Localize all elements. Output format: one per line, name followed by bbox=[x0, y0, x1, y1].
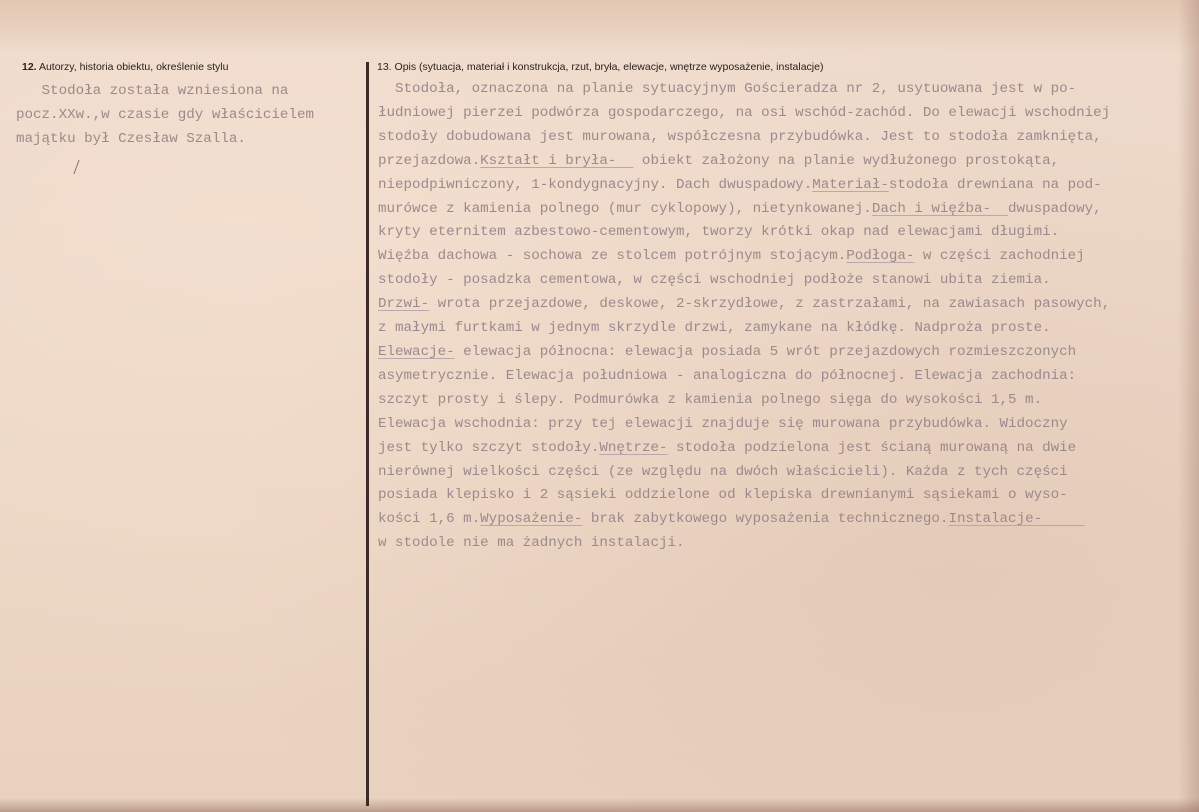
section-13-line bbox=[378, 221, 1188, 245]
line-text: w stodole nie ma żadnych instalacji. bbox=[378, 535, 685, 552]
section-12-line: Stodoła została wzniesiona na bbox=[16, 83, 289, 99]
section-13-line bbox=[378, 78, 1188, 102]
section-13-title: Opis (sytuacja, materiał i konstrukcja, rzut, bryła, elewacje, wnętrze wyposażenie, instalacje) bbox=[394, 61, 824, 73]
section-13-body bbox=[378, 78, 1188, 556]
section-13-number: 13. bbox=[377, 61, 392, 73]
section-13-line bbox=[378, 365, 1188, 389]
underlined-subheading: Wyposażenie- bbox=[480, 511, 583, 528]
line-text: przejazdowa. bbox=[378, 152, 481, 169]
line-text: elewacja północna: elewacja posiada 5 wrót przejazdowych rozmieszczonych bbox=[454, 343, 1077, 360]
section-13-line bbox=[378, 269, 1188, 293]
line-text: kości 1,6 m. bbox=[378, 511, 481, 528]
underlined-subheading: Podłoga- bbox=[846, 248, 915, 265]
line-text: stodoły - posadzka cementowa, w części wschodniej podłoże stanowi ubita ziemia. bbox=[378, 272, 1051, 289]
section-12-title: Autorzy, historia obiektu, określenie stylu bbox=[38, 61, 229, 73]
section-13-line bbox=[378, 484, 1188, 508]
section-12-number: 12. bbox=[22, 61, 37, 73]
line-text: dwuspadowy, bbox=[1008, 200, 1102, 217]
line-text: wrota przejazdowe, deskowe, 2-skrzydłowe, z zastrzałami, na zawiasach pasowych, bbox=[429, 296, 1111, 313]
section-13-line bbox=[378, 198, 1188, 222]
line-text: Stodoła, oznaczona na planie sytuacyjnym Gościeradza nr 2, usytuowana jest w po- bbox=[378, 81, 1077, 97]
underlined-subheading: Kształt i bryła- bbox=[480, 152, 634, 169]
line-text: nierównej wielkości części (ze względu na dwóch właścicieli). Każda z tych części bbox=[378, 463, 1068, 480]
section-13-line bbox=[378, 293, 1188, 317]
column-divider bbox=[366, 62, 369, 806]
underlined-subheading: Dach i więźba- bbox=[871, 200, 1009, 217]
paper-edge-bottom bbox=[0, 798, 1199, 812]
section-13-line bbox=[378, 150, 1188, 174]
line-text: jest tylko szczyt stodoły. bbox=[378, 439, 600, 456]
underlined-subheading: Materiał- bbox=[812, 176, 889, 193]
line-text: szczyt prosty i ślepy. Podmurówka z kamienia polnego sięga do wysokości 1,5 m. bbox=[378, 391, 1043, 408]
section-13-line bbox=[378, 437, 1188, 461]
top-strip bbox=[0, 0, 1199, 52]
line-text: asymetrycznie. Elewacja południowa - analogiczna do północnej. Elewacja zachodnia: bbox=[378, 367, 1077, 384]
section-13-line bbox=[378, 102, 1188, 126]
section-13-line bbox=[378, 413, 1188, 437]
section-13-line bbox=[378, 389, 1188, 413]
line-text: stodoła drewniana na pod- bbox=[888, 176, 1102, 193]
line-text: łudniowej pierzei podwórza gospodarczego, na osi wschód-zachód. Do elewacji wschodniej bbox=[378, 104, 1111, 121]
line-text: w części zachodniej bbox=[914, 248, 1085, 265]
section-13-line bbox=[378, 508, 1188, 532]
section-13-line bbox=[378, 532, 1188, 556]
line-text: niepodpiwniczony, 1-kondygnacyjny. Dach dwuspadowy. bbox=[378, 176, 813, 193]
underlined-subheading: Instalacje- bbox=[948, 511, 1085, 528]
section-13-line bbox=[378, 174, 1188, 198]
section-13-line bbox=[378, 317, 1188, 341]
section-13-line bbox=[378, 461, 1188, 485]
line-text: Więźba dachowa - sochowa ze stolcem potrójnym stojącym. bbox=[378, 248, 847, 265]
section-13-line bbox=[378, 245, 1188, 269]
line-text: posiada klepisko i 2 sąsieki oddzielone od klepiska drewnianymi sąsiekami o wyso- bbox=[378, 487, 1068, 504]
underlined-subheading: Wnętrze- bbox=[599, 439, 668, 456]
section-12-line: majątku był Czesław Szalla. bbox=[16, 130, 246, 147]
line-text: murówce z kamienia polnego (mur cyklopowy), nietynkowanej. bbox=[378, 200, 872, 217]
line-text: stodoły dobudowana jest murowana, współczesna przybudówka. Jest to stodoła zamknięta, bbox=[378, 128, 1102, 145]
underlined-subheading: Elewacje- bbox=[378, 343, 455, 360]
underlined-subheading: Drzwi- bbox=[378, 296, 430, 313]
section-12-line: pocz.XXw.,w czasie gdy właścicielem bbox=[16, 106, 314, 123]
line-text: obiekt założony na planie wydłużonego prostokąta, bbox=[633, 152, 1060, 169]
section-13-heading bbox=[377, 61, 823, 73]
line-text: brak zabytkowego wyposażenia technicznego. bbox=[582, 511, 949, 528]
pen-mark bbox=[73, 160, 85, 174]
section-12-heading bbox=[22, 61, 228, 73]
line-text: z małymi furtkami w jednym skrzydle drzwi, zamykane na kłódkę. Nadproża proste. bbox=[378, 320, 1051, 337]
section-13-line bbox=[378, 126, 1188, 150]
line-text: kryty eternitem azbestowo-cementowym, tworzy krótki okap nad elewacjami długimi. bbox=[378, 224, 1060, 241]
section-13-line bbox=[378, 341, 1188, 365]
line-text: Elewacja wschodnia: przy tej elewacji znajduje się murowana przybudówka. Widoczny bbox=[378, 415, 1068, 432]
section-12-body bbox=[16, 80, 314, 152]
line-text: stodoła podzielona jest ścianą murowaną na dwie bbox=[667, 439, 1077, 456]
